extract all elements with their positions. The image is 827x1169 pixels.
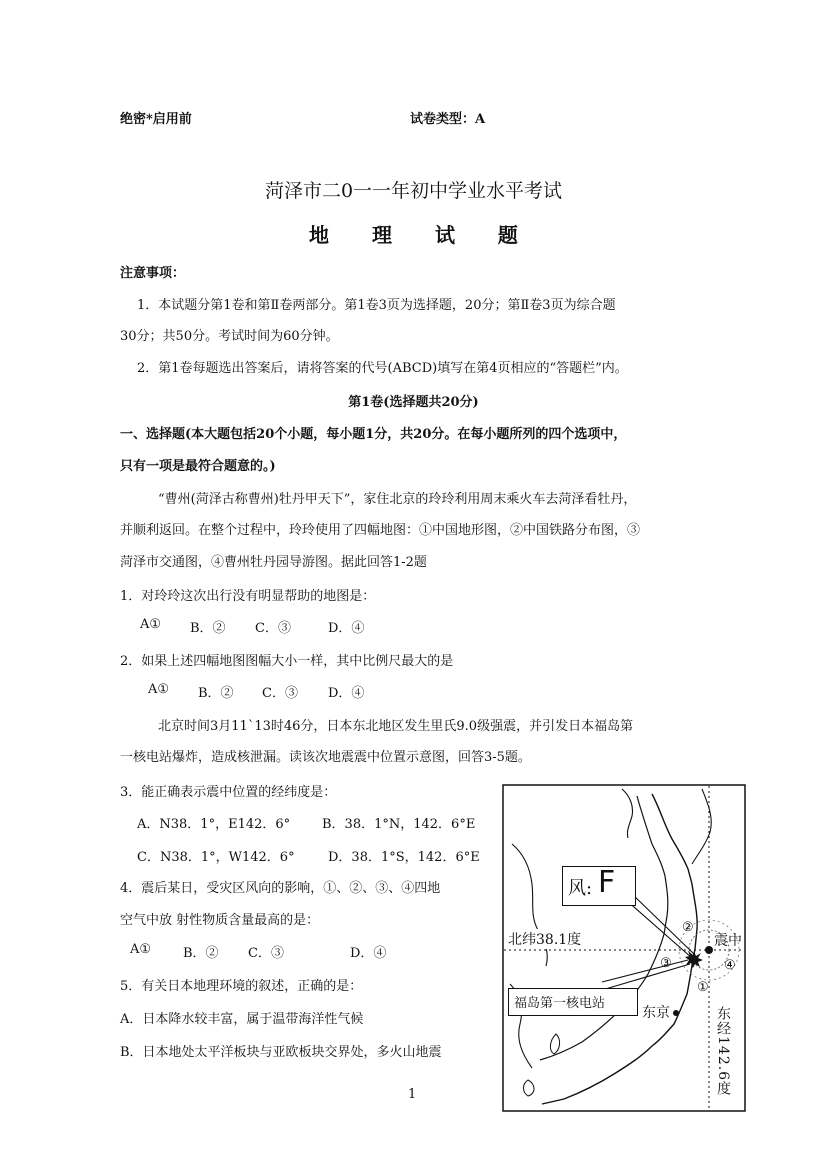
q5-stem: 5．有关日本地理环境的叙述，正确的是： (120, 979, 363, 994)
q1-option-b: B．② (190, 621, 226, 636)
intro1-line3: 菏泽市交通图，④曹州牡丹园导游图。据此回答1-2题 (120, 555, 427, 570)
marker-4: ④ (724, 958, 736, 973)
marker-2: ② (682, 920, 694, 935)
q5-option-b: B．日本地处太平洋板块与亚欧板块交界处，多火山地震 (120, 1045, 442, 1060)
notice-item-2: 2．第1卷每题选出答案后，请将答案的代号(ABCD)填写在第4页相应的“答题栏”内。 (137, 361, 628, 376)
intro1-line1: “曹州(菏泽古称曹州)牡丹甲天下”，家住北京的玲玲利用周末乘火车去菏泽看牡丹， (158, 492, 637, 507)
q2-option-b: B．② (198, 686, 234, 701)
q3-option-a: A．N38．1°，E142．6° (137, 817, 291, 832)
section1-instructions-cont: 只有一项是最符合题意的。) (120, 459, 276, 474)
q4-option-c: C．③ (248, 946, 284, 961)
q1-option-c: C．③ (255, 621, 291, 636)
wind-direction-symbol: F (598, 865, 616, 900)
q1-stem: 1．对玲玲这次出行没有明显帮助的地图是： (120, 589, 376, 604)
epicenter-map (502, 784, 746, 1112)
tokyo-label: 东京 (642, 1005, 670, 1021)
q2-option-a: A① (148, 682, 170, 697)
q4-stem-cont: 空气中放 射性物质含量最高的是： (120, 913, 320, 928)
latitude-label: 北纬38.1度 (508, 929, 581, 949)
paper-type-label: 试卷类型：A (410, 112, 486, 127)
q5-option-a: A．日本降水较丰富，属于温带海洋性气候 (120, 1012, 364, 1027)
notice-item-1-cont: 30分；共50分。考试时间为60分钟。 (120, 329, 339, 344)
q3-option-d: D．38．1°S，142．6°E (328, 850, 480, 865)
q2-stem: 2．如果上述四幅地图图幅大小一样，其中比例尺最大的是 (120, 654, 454, 669)
subject-title: 地 理 试 题 (309, 223, 536, 247)
secret-label: 绝密*启用前 (120, 112, 192, 127)
wind-label: 风: (568, 878, 593, 899)
q4-option-a: A① (130, 942, 152, 957)
notice-item-1: 1．本试题分第1卷和第Ⅱ卷两部分。第1卷3页为选择题，20分；第Ⅱ卷3页为综合题 (137, 298, 616, 313)
epicenter-dot (705, 946, 713, 954)
tokyo-dot (673, 1010, 679, 1016)
marker-3: ③ (660, 956, 672, 971)
exam-title: 菏泽市二0一一年初中学业水平考试 (264, 180, 563, 202)
q3-option-c: C．N38．1°，W142．6° (137, 850, 295, 865)
page-number: 1 (408, 1087, 417, 1102)
intro2-line1: 北京时间3月11`13时46分，日本东北地区发生里氏9.0级强震，并引发日本福岛第 (158, 719, 634, 734)
q3-stem: 3．能正确表示震中位置的经纬度是： (120, 785, 337, 800)
q4-stem: 4．震后某日，受灾区风向的影响，①、②、③、④四地 (120, 881, 441, 896)
q2-option-d: D．④ (328, 686, 365, 701)
q4-option-d: D．④ (350, 946, 387, 961)
epicenter-label: 震中 (714, 933, 742, 949)
q3-option-b: B．38．1°N，142．6°E (322, 817, 476, 832)
notice-heading: 注意事项： (120, 266, 186, 281)
q2-option-c: C．③ (262, 686, 298, 701)
q1-option-a: A① (140, 617, 162, 632)
marker-1: ① (697, 980, 709, 995)
q4-option-b: B．② (183, 946, 219, 961)
intro1-line2: 并顺利返回。在整个过程中，玲玲使用了四幅地图：①中国地形图，②中国铁路分布图，③ (120, 523, 641, 538)
intro2-line2: 一核电站爆炸，造成核泄漏。读该次地震震中位置示意图，回答3-5题。 (120, 750, 531, 765)
longitude-label: 东经142.6度 (715, 1006, 731, 1097)
section1-instructions: 一、选择题(本大题包括20个小题，每小题1分，共20分。在每小题所列的四个选项中， (120, 427, 627, 442)
q1-option-d: D．④ (328, 621, 365, 636)
plant-label: 福岛第一核电站 (514, 996, 606, 1011)
part1-title: 第1卷(选择题共20分) (348, 395, 479, 410)
